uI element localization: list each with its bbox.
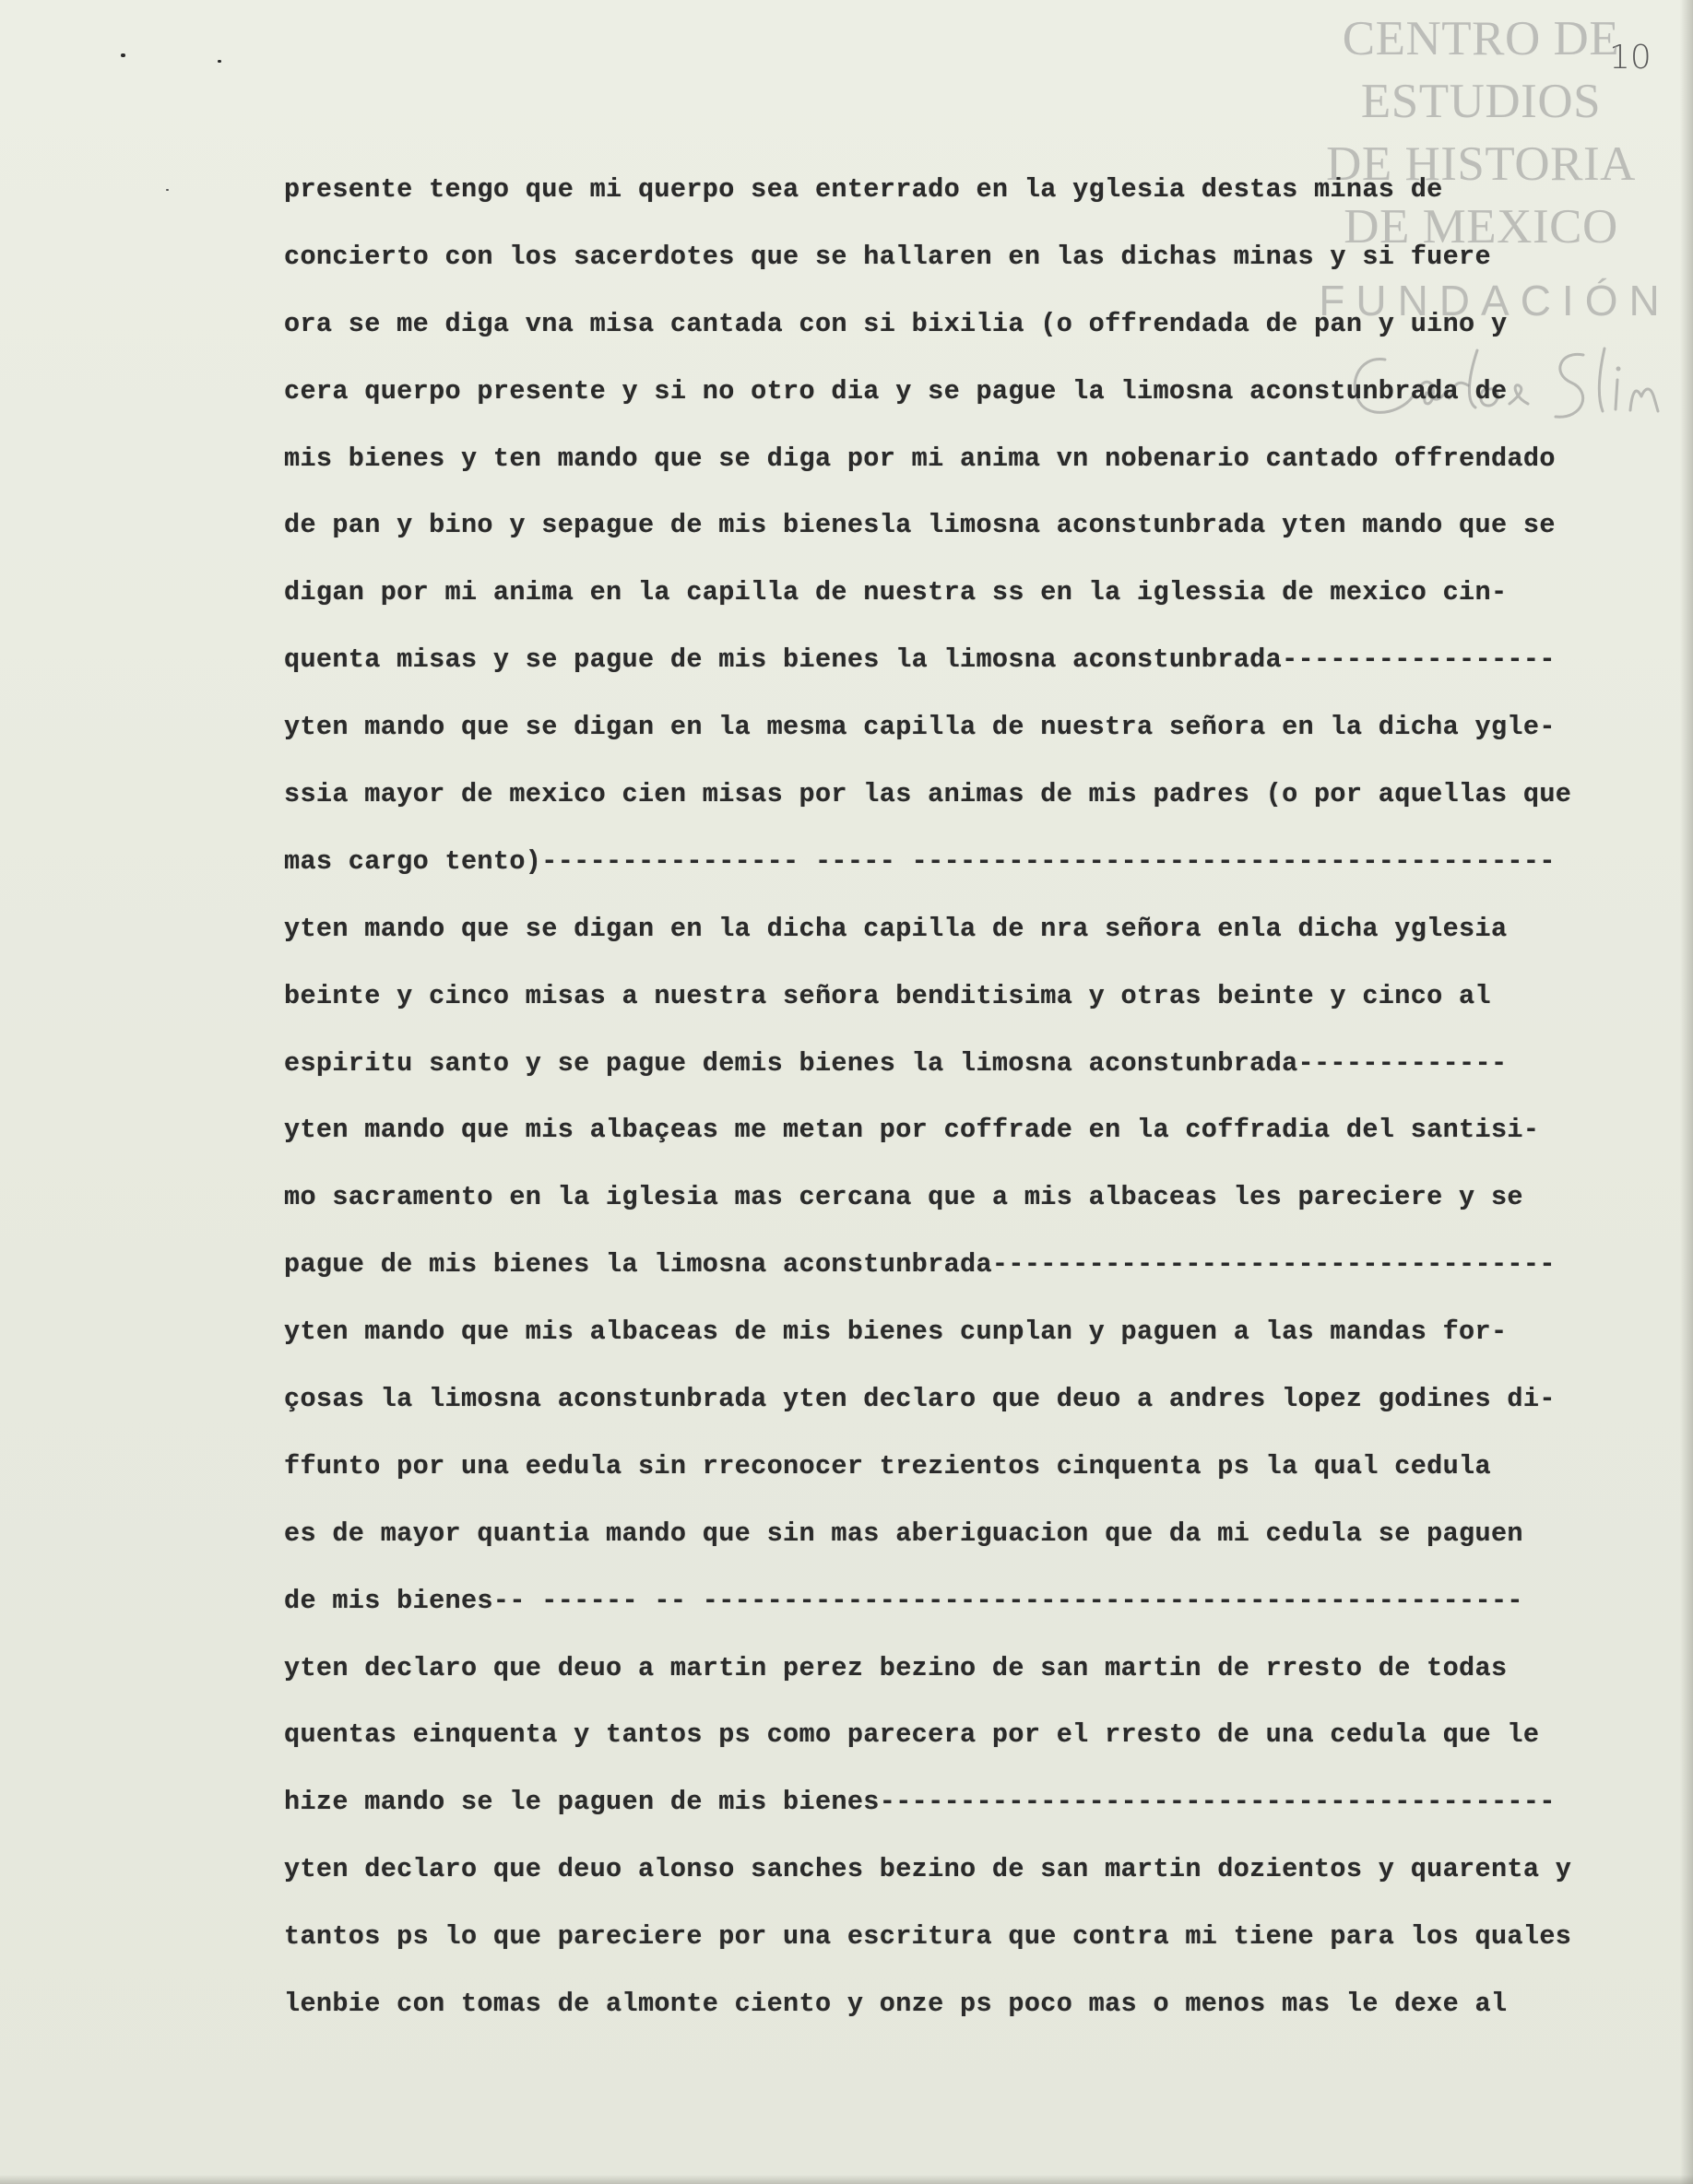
watermark-line: ESTUDIOS bbox=[1360, 75, 1602, 128]
text-line: yten declaro que deuo alonso sanches bezino de san martin dozientos y quarenta y bbox=[284, 1854, 1572, 1885]
text-line: yten mando que se digan en la mesma capilla de nuestra señora en la dicha ygle- bbox=[284, 712, 1556, 743]
ink-speck bbox=[218, 60, 221, 63]
watermark-foundation: FUNDACIÓN bbox=[1319, 277, 1671, 325]
text-line: quenta misas y se pague de mis bienes la limosna aconstunbrada----------------- bbox=[284, 644, 1556, 676]
page-number: 10 bbox=[1609, 39, 1652, 77]
text-line: mis bienes y ten mando que se diga por mi anima vn nobenario cantado offrendado bbox=[284, 443, 1556, 474]
text-line: de pan y bino y sepague de mis bienesla limosna aconstunbrada yten mando que se bbox=[284, 510, 1556, 541]
text-line: cera querpo presente y si no otro dia y se pague la limosna aconstunbrada de bbox=[284, 375, 1508, 407]
page-edge-shadow-bottom bbox=[0, 2175, 1693, 2184]
text-line: yten mando que mis albaçeas me metan por coffrade en la coffradia del santisi- bbox=[284, 1115, 1540, 1146]
ink-speck bbox=[166, 189, 169, 191]
ink-speck bbox=[121, 53, 125, 57]
text-line: yten declaro que deuo a martin perez bezino de san martin de rresto de todas bbox=[284, 1652, 1508, 1683]
text-line: presente tengo que mi querpo sea enterrado en la yglesia destas minas de bbox=[284, 174, 1443, 205]
text-line: espiritu santo y se pague demis bienes la limosna aconstunbrada------------- bbox=[284, 1047, 1508, 1079]
text-line: digan por mi anima en la capilla de nuestra ss en la iglessia de mexico cin- bbox=[284, 577, 1508, 608]
text-line: beinte y cinco misas a nuestra señora benditisima y otras beinte y cinco al bbox=[284, 980, 1491, 1011]
text-line: ffunto por una eedula sin rreconocer trezientos cinquenta ps la qual cedula bbox=[284, 1450, 1491, 1482]
text-line: ssia mayor de mexico cien misas por las animas de mis padres (o por aquellas que bbox=[284, 779, 1572, 810]
text-line: yten mando que se digan en la dicha capilla de nra señora enla dicha yglesia bbox=[284, 913, 1508, 944]
text-line: çosas la limosna aconstunbrada yten declaro que deuo a andres lopez godines di- bbox=[284, 1384, 1556, 1415]
text-line: yten mando que mis albaceas de mis bienes cunplan y paguen a las mandas for- bbox=[284, 1316, 1508, 1348]
typed-transcription bbox=[284, 157, 1640, 2038]
watermark-line: DE MEXICO bbox=[1344, 200, 1618, 254]
text-line: es de mayor quantia mando que sin mas aberiguacion que da mi cedula se paguen bbox=[284, 1517, 1523, 1549]
text-line: hize mando se le paguen de mis bienes------------------------------------------ bbox=[284, 1787, 1556, 1818]
watermark-line: CENTRO DE bbox=[1342, 12, 1620, 65]
text-line: mas cargo tento)---------------- ----- ---------------------------------------- bbox=[284, 845, 1556, 877]
text-line: lenbie con tomas de almonte ciento y onze ps poco mas o menos mas le dexe al bbox=[284, 1989, 1508, 2020]
text-line: ora se me diga vna misa cantada con si bixilia (o offrendada de pan y uino y bbox=[284, 308, 1508, 339]
text-line: concierto con los sacerdotes que se hallaren en las dichas minas y si fuere bbox=[284, 241, 1491, 272]
page-edge-shadow-right bbox=[1680, 0, 1693, 2184]
text-line: pague de mis bienes la limosna aconstunbrada----------------------------------- bbox=[284, 1249, 1556, 1281]
text-line: de mis bienes-- ------ -- --------------------------------------------------- bbox=[284, 1585, 1523, 1616]
text-line: tantos ps lo que pareciere por una escritura que contra mi tiene para los quales bbox=[284, 1921, 1572, 1953]
text-line: mo sacramento en la iglesia mas cercana que a mis albaceas les pareciere y se bbox=[284, 1182, 1523, 1213]
watermark-line: DE HISTORIA bbox=[1326, 137, 1636, 191]
text-line: quentas einquenta y tantos ps como parecera por el rresto de una cedula que le bbox=[284, 1719, 1540, 1751]
